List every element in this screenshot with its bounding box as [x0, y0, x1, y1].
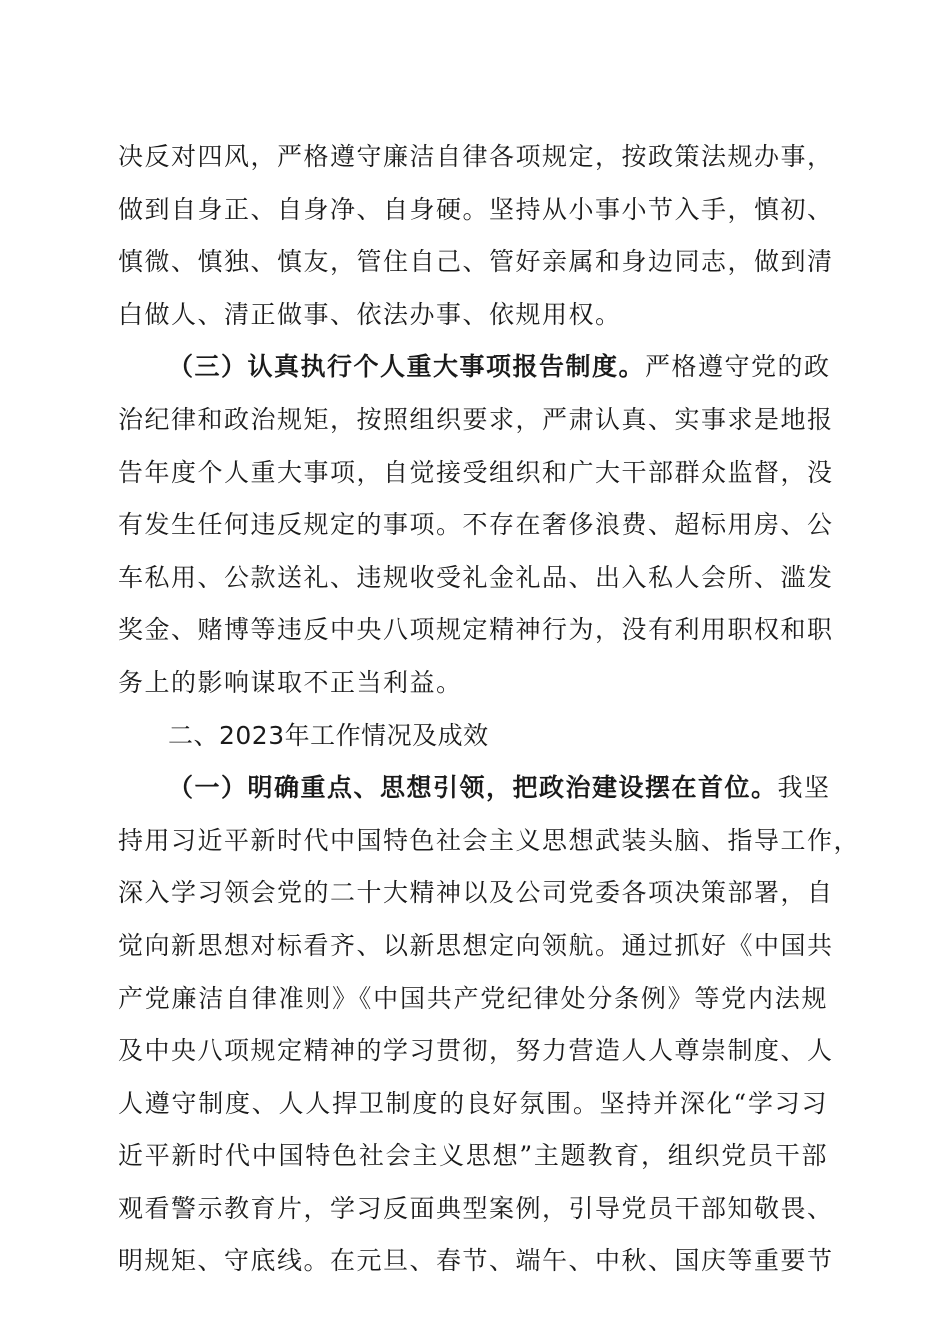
- text-line: 慎微、慎独、慎友，管住自己、管好亲属和身边同志，做到清: [118, 247, 834, 277]
- text-line: 深入学习领会党的二十大精神以及公司党委各项决策部署，自: [118, 878, 834, 908]
- text-line: 产党廉洁自律准则》《中国共产党纪律处分条例》等党内法规: [118, 983, 828, 1013]
- text-line: 有发生任何违反规定的事项。不存在奢侈浪费、超标用房、公: [118, 510, 834, 540]
- document-page: [118, 131, 861, 1288]
- text-line: 告年度个人重大事项，自觉接受组织和广大干部群众监督，没: [118, 457, 834, 487]
- section-2-1-first-line-text: 我坚: [777, 773, 831, 803]
- text-line: 奖金、赌博等违反中央八项规定精神行为，没有利用职权和职: [118, 615, 834, 645]
- text-line: 治纪律和政治规矩，按照组织要求，严肃认真、实事求是地报: [118, 404, 834, 434]
- text-line: 明规矩、守底线。在元旦、春节、端午、中秋、国庆等重要节: [118, 1246, 834, 1276]
- text-line: 做到自身正、自身净、自身硬。坚持从小事小节入手，慎初、: [118, 194, 834, 224]
- text-line: 务上的影响谋取不正当利益。: [118, 667, 463, 697]
- paragraph-section-2-1: [118, 762, 861, 1288]
- text-line: 觉向新思想对标看齐、以新思想定向领航。通过抓好《中国共: [118, 930, 834, 960]
- text-line: 决反对四风，严格遵守廉洁自律各项规定，按政策法规办事，: [118, 142, 834, 171]
- text-line: [118, 762, 831, 815]
- section-3-title: （三）认真执行个人重大事项报告制度。: [168, 352, 646, 382]
- text-line: 车私用、公款送礼、违规收受礼金礼品、出入私人会所、滥发: [118, 562, 834, 592]
- paragraph-section-3: [118, 341, 834, 709]
- text-line: 近平新时代中国特色社会主义思想”主题教育，组织党员干部: [118, 1141, 828, 1171]
- text-line: 及中央八项规定精神的学习贯彻，努力营造人人尊崇制度、人: [118, 1036, 834, 1066]
- text-line: 持用习近平新时代中国特色社会主义思想武装头脑、指导工作，: [118, 825, 861, 855]
- paragraph-prev: [118, 131, 834, 341]
- text-line: 人遵守制度、人人捍卫制度的良好氛围。坚持并深化“学习习: [118, 1088, 828, 1118]
- section-3-first-line-text: 严格遵守党的政: [645, 352, 831, 382]
- text-line: 观看警示教育片，学习反面典型案例，引导党员干部知敬畏、: [118, 1193, 834, 1223]
- heading-section-2: 二、2023年工作情况及成效: [168, 720, 489, 750]
- text-line: [118, 341, 831, 394]
- text-line: 白做人、清正做事、依法办事、依规用权。: [118, 299, 622, 329]
- section-2-1-title: （一）明确重点、思想引领，把政治建设摆在首位。: [168, 773, 778, 803]
